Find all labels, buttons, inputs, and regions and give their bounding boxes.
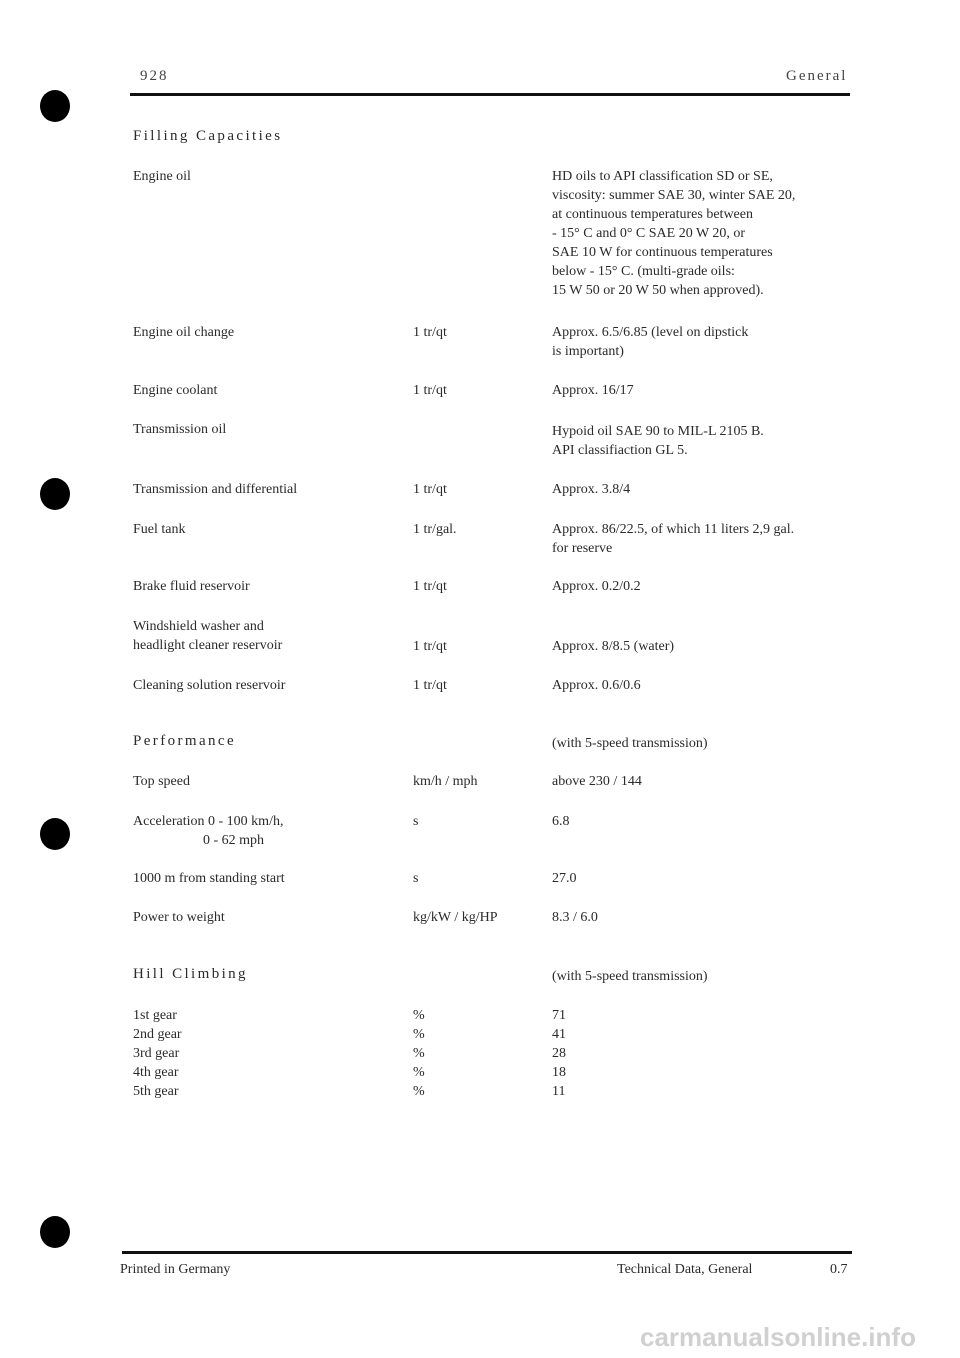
footer-title: Technical Data, General [617, 1262, 753, 1277]
row-unit: 1 tr/qt [413, 639, 447, 654]
section-title-performance: Performance [133, 733, 237, 749]
row-value: 27.0 [552, 871, 577, 886]
gear-units: % % % % % [413, 1008, 425, 1099]
row-label: Fuel tank [133, 522, 186, 537]
row-value: 6.8 [552, 814, 570, 829]
row-unit: 1 tr/qt [413, 482, 447, 497]
punch-hole [40, 1216, 70, 1248]
page-model: 928 [140, 68, 169, 84]
row-value: Approx. 0.6/0.6 [552, 678, 641, 693]
row-label: 1000 m from standing start [133, 871, 285, 886]
row-value: HD oils to API classification SD or SE, viscosity: summer SAE 30, winter SAE 20, at continuous temperatures between - 15° C and 0° C SAE 20 W 20, or SAE 10 W for continuous temperatures below - 15° C. (multi-grade oils: 15 W 50 or 20 W 50 when approved). [552, 169, 796, 298]
row-unit: 1 tr/qt [413, 678, 447, 693]
row-label: Power to weight [133, 910, 225, 925]
page-number: 0.7 [830, 1262, 848, 1277]
punch-hole [40, 90, 70, 122]
punch-hole [40, 478, 70, 510]
row-unit: 1 tr/gal. [413, 522, 457, 537]
row-value: 8.3 / 6.0 [552, 910, 598, 925]
row-value: Hypoid oil SAE 90 to MIL-L 2105 B. API classifiaction GL 5. [552, 424, 764, 458]
section-title-filling: Filling Capacities [133, 128, 283, 144]
row-label: Top speed [133, 774, 190, 789]
watermark: carmanualsonline.info [640, 1322, 916, 1352]
gear-values: 71 41 28 18 11 [552, 1008, 566, 1099]
punch-hole [40, 818, 70, 850]
gear-list: 1st gear 2nd gear 3rd gear 4th gear 5th gear [133, 1008, 182, 1099]
row-label: Cleaning solution reservoir [133, 678, 286, 693]
row-value: Approx. 8/8.5 (water) [552, 639, 675, 654]
row-value: Approx. 0.2/0.2 [552, 579, 641, 594]
row-label: Transmission oil [133, 422, 227, 437]
row-unit: 1 tr/qt [413, 579, 447, 594]
section-note-hill: (with 5-speed transmission) [552, 969, 708, 984]
row-value: Approx. 3.8/4 [552, 482, 631, 497]
header-rule [130, 93, 850, 96]
row-value: above 230 / 144 [552, 774, 642, 789]
row-unit: km/h / mph [413, 774, 478, 789]
row-unit: 1 tr/qt [413, 383, 447, 398]
row-unit: 1 tr/qt [413, 325, 447, 340]
row-label: Engine oil change [133, 325, 235, 340]
row-label: Brake fluid reservoir [133, 579, 250, 594]
row-value: Approx. 86/22.5, of which 11 liters 2,9 gal. for reserve [552, 522, 795, 556]
footer-printed: Printed in Germany [120, 1262, 231, 1277]
row-value: Approx. 16/17 [552, 383, 634, 398]
row-label: Engine oil [133, 169, 191, 184]
row-unit: s [413, 814, 419, 829]
row-unit: kg/kW / kg/HP [413, 910, 498, 925]
row-label: Acceleration 0 - 100 km/h, 0 - 62 mph [133, 814, 284, 848]
footer-rule [122, 1251, 852, 1254]
row-unit: s [413, 871, 419, 886]
page-section-name: General [786, 68, 848, 84]
row-label: Engine coolant [133, 383, 218, 398]
row-label: Transmission and differential [133, 482, 298, 497]
row-value: Approx. 6.5/6.85 (level on dipstick is important) [552, 325, 749, 359]
row-label: Windshield washer and headlight cleaner reservoir [133, 619, 283, 653]
section-note-performance: (with 5-speed transmission) [552, 736, 708, 751]
section-title-hill: Hill Climbing [133, 966, 248, 982]
